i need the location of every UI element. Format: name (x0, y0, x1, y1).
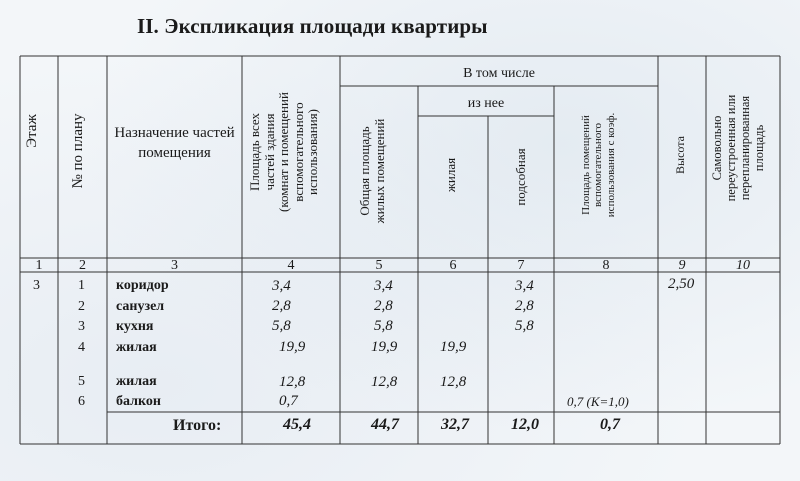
header-floor: Этаж (24, 114, 40, 148)
row-living: 12,8 (440, 374, 467, 390)
row-no: 5 (78, 374, 85, 389)
header-including: В том числе (463, 66, 535, 81)
row-total: 12,8 (279, 374, 306, 390)
row-aux: 2,8 (515, 298, 534, 314)
row-name: кухня (116, 319, 154, 334)
col-number: 1 (35, 258, 43, 273)
header-living: жилая (443, 157, 458, 193)
header-plan-no: № по плану (70, 113, 86, 189)
row-living-total: 12,8 (371, 374, 398, 390)
row-no: 1 (78, 278, 85, 293)
row-aux: 5,8 (515, 318, 534, 334)
row-name: жилая (116, 340, 157, 355)
row-total: 19,9 (279, 339, 306, 355)
header-height: Высота (673, 136, 687, 174)
header-aux-rooms: Площадь помещений вспомогательного использования с коэф. (580, 112, 617, 218)
height-value: 2,50 (668, 276, 695, 292)
row-living-total: 19,9 (371, 339, 398, 355)
row-name: жилая (116, 374, 157, 389)
col-number: 8 (602, 258, 610, 273)
row-no: 3 (78, 319, 85, 334)
row-living: 19,9 (440, 339, 467, 355)
row-living-total: 3,4 (374, 278, 393, 294)
totals-aux-rooms: 0,7 (600, 416, 620, 433)
totals-total: 45,4 (283, 416, 311, 433)
row-aux-rooms: 0,7 (К=1,0) (567, 394, 629, 409)
header-living-total: Общая площадь жилых помещений (357, 118, 387, 224)
col-number: 9 (678, 258, 686, 273)
row-total: 0,7 (279, 393, 298, 409)
header-total-area: Площадь всех частей здания (комнат и помещений вспомогательного использования) (247, 92, 321, 212)
row-no: 2 (78, 299, 85, 314)
row-aux: 3,4 (515, 278, 534, 294)
document-title: II. Экспликация площади квартиры (137, 14, 488, 38)
row-name: санузел (116, 299, 165, 314)
header-of-which: из нее (467, 96, 505, 111)
col-number: 10 (736, 258, 750, 273)
col-number: 6 (449, 258, 457, 273)
row-total: 5,8 (272, 318, 291, 334)
col-number: 2 (79, 258, 86, 273)
totals-label: Итого: (173, 417, 222, 434)
row-total: 3,4 (272, 278, 291, 294)
row-total: 2,8 (272, 298, 291, 314)
header-purpose: Назначение частей помещения (114, 125, 235, 162)
row-no: 6 (78, 394, 85, 409)
totals-aux: 12,0 (511, 416, 539, 433)
col-number: 3 (171, 258, 178, 273)
totals-living-total: 44,7 (371, 416, 399, 433)
totals-living: 32,7 (441, 416, 469, 433)
row-name: балкон (116, 394, 161, 409)
row-name: коридор (116, 278, 169, 293)
row-living-total: 2,8 (374, 298, 393, 314)
col-number: 5 (375, 258, 383, 273)
col-number: 7 (517, 258, 525, 273)
floor-value: 3 (33, 278, 40, 293)
col-number: 4 (287, 258, 295, 273)
row-living-total: 5,8 (374, 318, 393, 334)
header-auxiliary: подсобная (513, 148, 528, 206)
header-unauthorized: Самовольно переустроенная или перепланированная площадь (710, 94, 766, 202)
row-no: 4 (78, 340, 85, 355)
